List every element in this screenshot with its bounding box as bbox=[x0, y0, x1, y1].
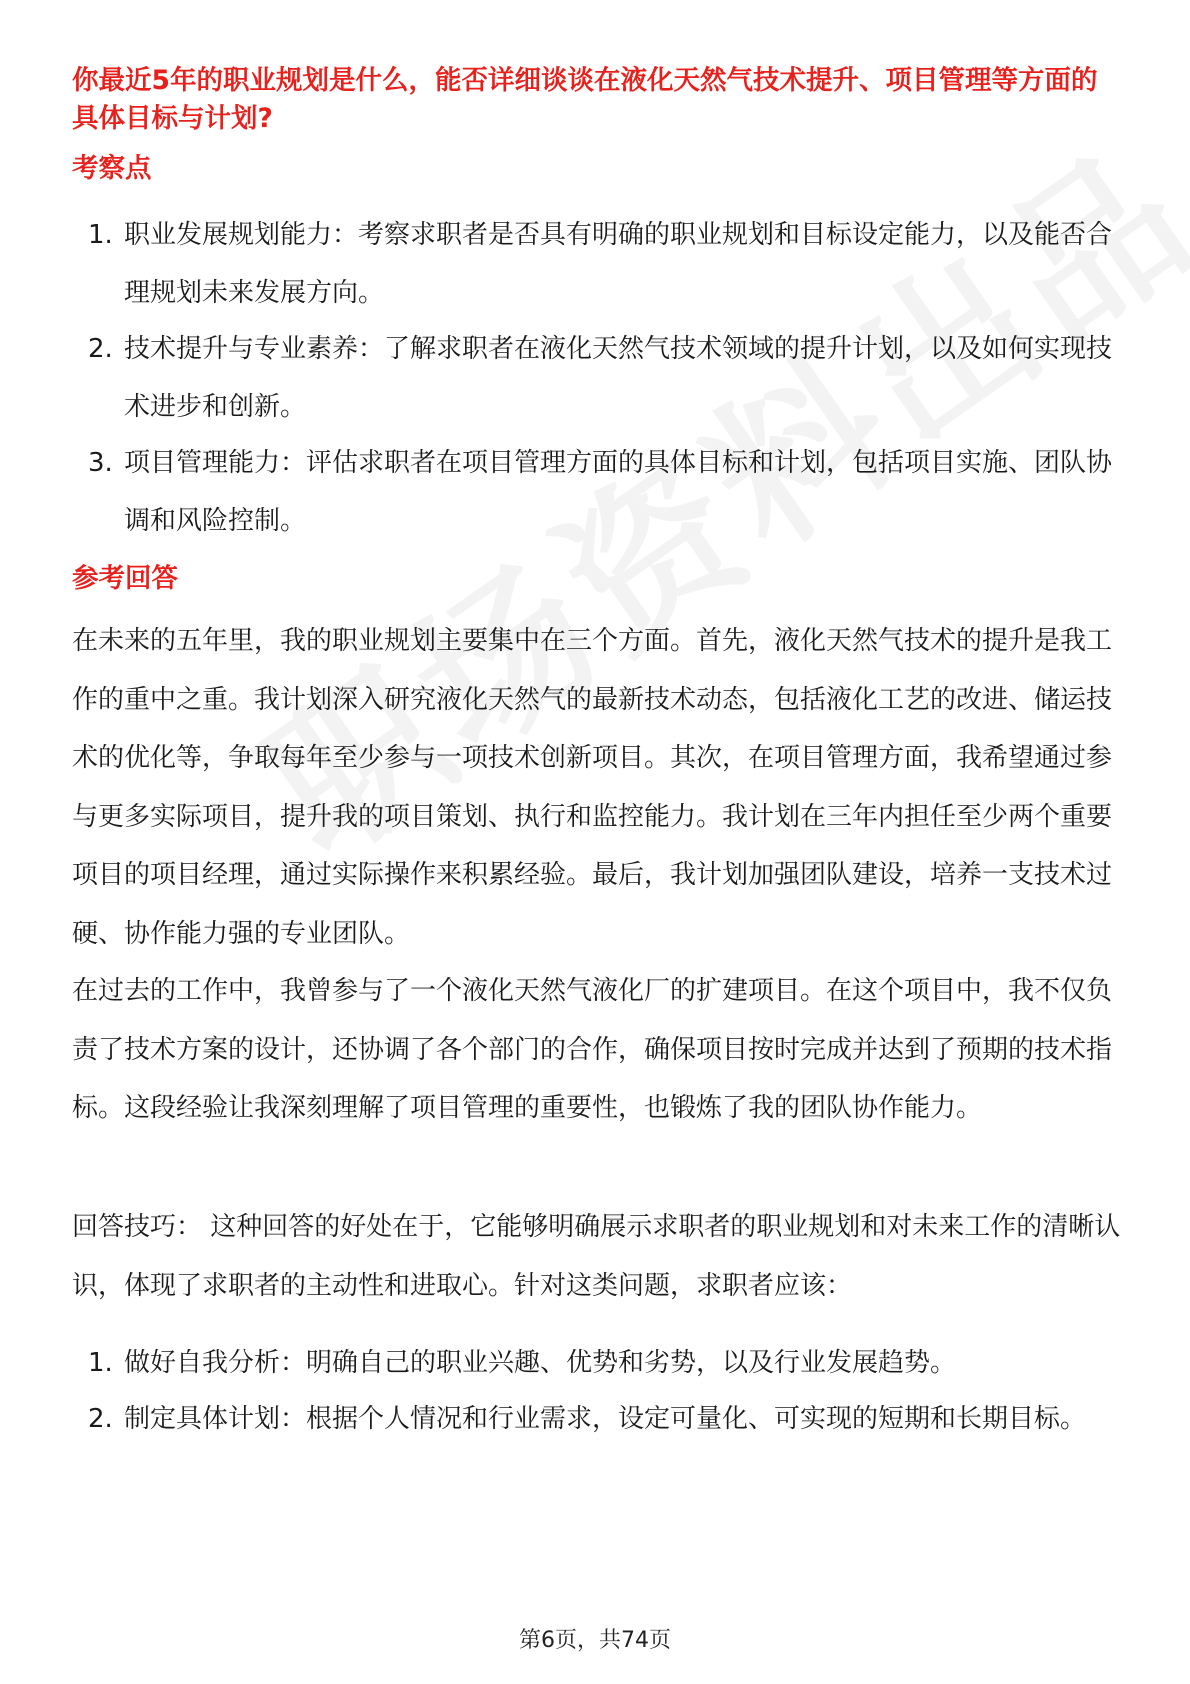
list-item-text: 做好自我分析：明确自己的职业兴趣、优势和劣势，以及行业发展趋势。 bbox=[124, 1348, 957, 1378]
list-item bbox=[72, 434, 1122, 550]
page-number: 第6页，共74页 bbox=[519, 1628, 671, 1653]
list-number: 3. bbox=[88, 448, 113, 478]
section-title-answer: 参考回答 bbox=[72, 563, 178, 594]
tips-list bbox=[72, 1334, 1122, 1448]
answer-paragraph-1: 在未来的五年里，我的职业规划主要集中在三个方面。首先，液化天然气技术的提升是我工作的重中之重。我计划深入研究液化天然气的最新技术动态，包括液化工艺的改进、储运技术的优化等，争取每年至少参与一项技术创新项目。其次，在项目管理方面，我希望通过参与更多实际项目，提升我的项目策划、执行和监控能力。我计划在三年内担任至少两个重要项目的项目经理，通过实际操作来积累经验。最后，我计划加强团队建设，培养一支技术过硬、协作能力强的专业团队。 bbox=[72, 626, 1113, 949]
list-item bbox=[72, 206, 1122, 322]
list-number: 1. bbox=[88, 220, 113, 250]
list-item bbox=[72, 1390, 1122, 1448]
list-item-text: 制定具体计划：根据个人情况和行业需求，设定可量化、可实现的短期和长期目标。 bbox=[124, 1404, 1087, 1434]
answer-paragraph-2: 在过去的工作中，我曾参与了一个液化天然气液化厂的扩建项目。在这个项目中，我不仅负责了技术方案的设计，还协调了各个部门的合作，确保项目按时完成并达到了预期的技术指标。这段经验让我深刻理解了项目管理的重要性，也锻炼了我的团队协作能力。 bbox=[72, 976, 1113, 1123]
list-number: 2. bbox=[88, 334, 113, 364]
section-title-focus: 考察点 bbox=[72, 153, 152, 184]
tips-intro: 回答技巧： 这种回答的好处在于，它能够明确展示求职者的职业规划和对未来工作的清晰认识，体现了求职者的主动性和进取心。针对这类问题，求职者应该： bbox=[72, 1212, 1121, 1301]
question-title: 你最近5年的职业规划是什么，能否详细谈谈在液化天然气技术提升、项目管理等方面的具体目标与计划? bbox=[72, 65, 1098, 134]
list-number: 1. bbox=[88, 1348, 113, 1378]
list-item bbox=[72, 1334, 1122, 1392]
list-item-text: 职业发展规划能力：考察求职者是否具有明确的职业规划和目标设定能力，以及能否合理规划未来发展方向。 bbox=[124, 220, 1113, 308]
list-number: 2. bbox=[88, 1404, 113, 1434]
list-item bbox=[72, 320, 1122, 436]
list-item-text: 技术提升与专业素养：了解求职者在液化天然气技术领域的提升计划，以及如何实现技术进步和创新。 bbox=[124, 334, 1113, 422]
focus-points-list bbox=[72, 206, 1122, 550]
list-item-text: 项目管理能力：评估求职者在项目管理方面的具体目标和计划，包括项目实施、团队协调和风险控制。 bbox=[124, 448, 1113, 536]
